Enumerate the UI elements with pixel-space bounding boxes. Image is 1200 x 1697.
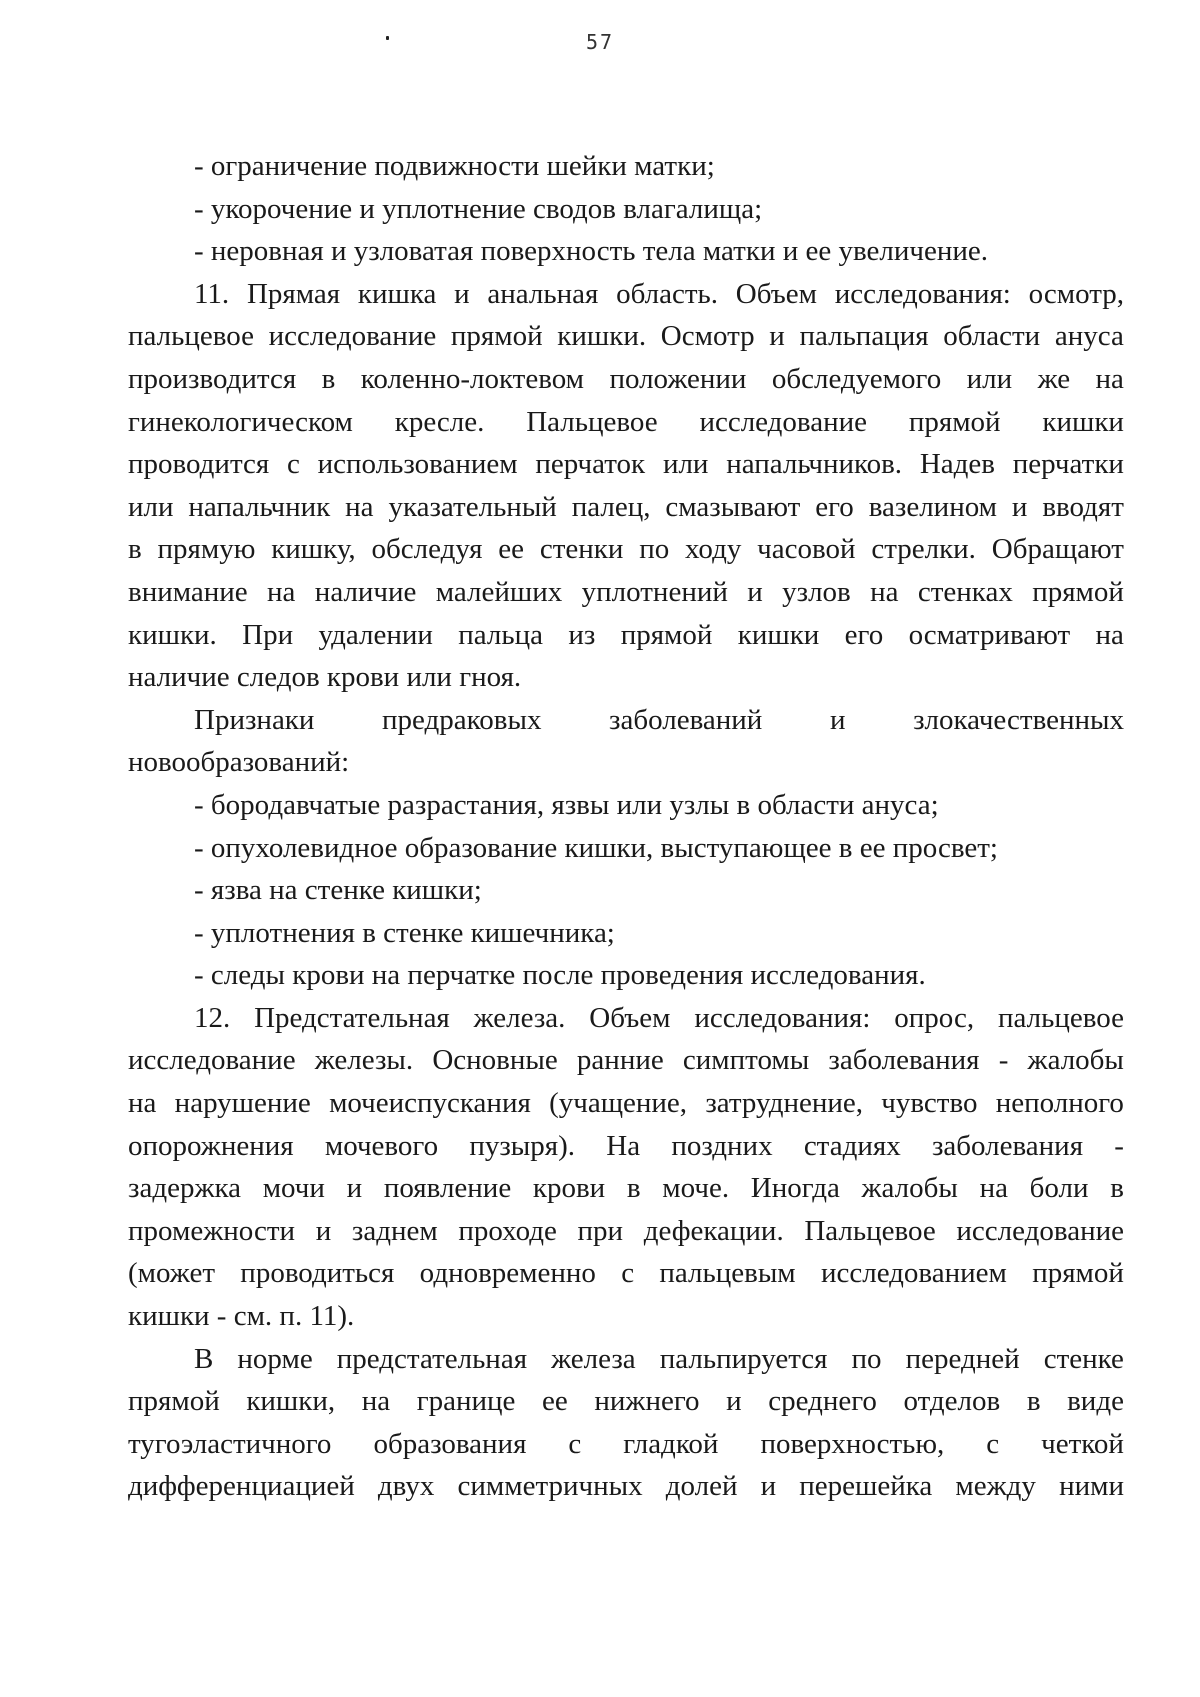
- text-line: опорожнения мочевого пузыря). На поздних стадиях заболевания -: [128, 1129, 1124, 1162]
- text-line: прямой кишки, на границе ее нижнего и среднего отделов в виде: [128, 1385, 1124, 1418]
- text-line: В норме предстательная железа пальпируется по передней стенке: [194, 1342, 1124, 1375]
- text-line: задержка мочи и появление крови в моче. Иногда жалобы на боли в: [128, 1172, 1124, 1205]
- text-line: новообразований:: [128, 746, 350, 779]
- text-line: пальцевое исследование прямой кишки. Осмотр и пальпация области ануса: [128, 320, 1124, 353]
- text-line: - неровная и узловатая поверхность тела матки и ее увеличение.: [194, 235, 988, 268]
- text-line: наличие следов крови или гноя.: [128, 661, 522, 694]
- text-line: исследование железы. Основные ранние симптомы заболевания - жалобы: [128, 1044, 1124, 1077]
- text-line: - ограничение подвижности шейки матки;: [194, 150, 715, 182]
- text-line: гинекологическом кресле. Пальцевое исследование прямой кишки: [128, 405, 1124, 438]
- text-line: дифференциацией двух симметричных долей и перешейка между ними: [128, 1470, 1124, 1503]
- text-line: - бородавчатые разрастания, язвы или узлы в области ануса;: [194, 788, 939, 821]
- page-number: 57: [585, 30, 615, 54]
- text-line: - следы крови на перчатке после проведения исследования.: [194, 959, 926, 992]
- text-line: проводится с использованием перчаток или напальчников. Надев перчатки: [128, 448, 1124, 481]
- text-line: 11. Прямая кишка и анальная область. Объем исследования: осмотр,: [194, 277, 1124, 310]
- text-line: кишки - см. п. 11).: [128, 1300, 355, 1333]
- text-line: производится в коленно-локтевом положении обследуемого или же на: [128, 362, 1124, 395]
- text-line: в прямую кишку, обследуя ее стенки по ходу часовой стрелки. Обращают: [128, 533, 1124, 566]
- text-line: или напальчник на указательный палец, смазывают его вазелином и вводят: [128, 490, 1124, 523]
- text-line: 12. Предстательная железа. Объем исследования: опрос, пальцевое: [194, 1001, 1124, 1034]
- text-line: кишки. При удалении пальца из прямой кишки его осматривают на: [128, 618, 1124, 651]
- text-line: - уплотнения в стенке кишечника;: [194, 916, 615, 949]
- text-line: - язва на стенке кишки;: [194, 874, 482, 907]
- text-line: тугоэластичного образования с гладкой поверхностью, с четкой: [128, 1427, 1124, 1460]
- text-line: промежности и заднем проходе при дефекации. Пальцевое исследование: [128, 1214, 1124, 1247]
- text-line: (может проводиться одновременно с пальцевым исследованием прямой: [128, 1257, 1124, 1290]
- text-line: на нарушение мочеиспускания (учащение, затруднение, чувство неполного: [128, 1087, 1124, 1120]
- text-line: - опухолевидное образование кишки, выступающее в ее просвет;: [194, 831, 998, 864]
- text-line: - укорочение и уплотнение сводов влагалища;: [194, 192, 763, 225]
- text-line: внимание на наличие малейших уплотнений и узлов на стенках прямой: [128, 575, 1124, 608]
- document-body: [128, 145, 1124, 1508]
- scan-speck: [386, 36, 389, 40]
- text-line: Признаки предраковых заболеваний и злокачественных: [194, 703, 1124, 736]
